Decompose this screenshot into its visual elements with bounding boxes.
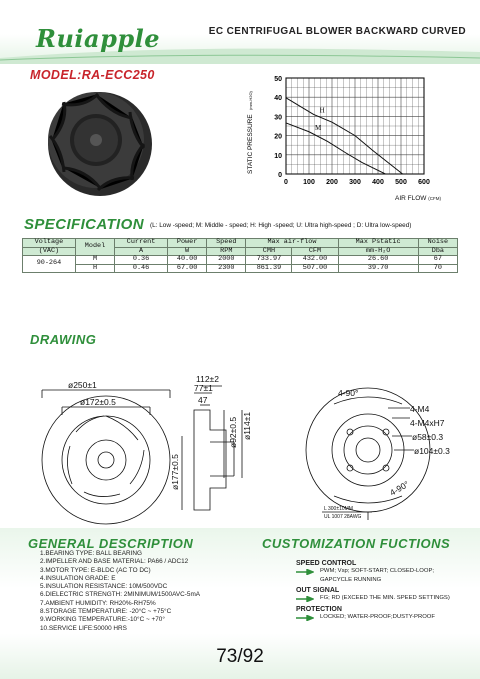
- table-cell: M: [75, 256, 114, 265]
- table-cell: 2300: [207, 264, 246, 273]
- th-voltage: Voltage: [23, 239, 76, 248]
- dim-d92: ø92±0.5: [228, 416, 238, 448]
- dim-d104: ø104±0.3: [414, 446, 450, 456]
- cable-length: L 300±10MM: [324, 506, 353, 512]
- protection-text: LOCKED; WATER-PROOF;DUSTY-PROOF: [320, 613, 435, 620]
- th-power: Power: [167, 239, 206, 248]
- speed-control-text-2: GAPCYCLE RUNNING: [320, 576, 382, 583]
- page-number: 73/92: [216, 646, 264, 667]
- y-tick-label: 40: [274, 95, 282, 103]
- th-noise: Noise: [418, 239, 457, 248]
- customization-list: [296, 557, 450, 621]
- cell-voltage: 90-264: [23, 256, 76, 273]
- th-current: Current: [115, 239, 168, 248]
- list-item: 2.IMPELLER AND BASE MATERIAL: PA66 / ADC12: [40, 558, 189, 566]
- x-axis-unit: (CFM): [428, 196, 441, 201]
- dim-d58: ø58±0.3: [412, 432, 444, 442]
- y-tick-label: 10: [274, 152, 282, 160]
- unit-cmh: CMH: [246, 247, 292, 256]
- dim-4-90-bottom: 4-90°: [388, 478, 411, 498]
- th-speed: Speed: [207, 239, 246, 248]
- table-cell: 40.00: [167, 256, 206, 265]
- table-cell: 70: [418, 264, 457, 273]
- table-cell: 67.00: [167, 264, 206, 273]
- dim-w112: 112±2: [196, 374, 219, 384]
- specification-title: SPECIFICATION: [24, 216, 144, 233]
- table-cell: 67: [418, 256, 457, 265]
- customization-title: CUSTOMIZATION FUCTIONS: [262, 536, 451, 551]
- dim-w47: 47: [198, 395, 208, 405]
- dim-d172: ø172±0.5: [80, 397, 116, 407]
- page-title: EC CENTRIFUGAL BLOWER BACKWARD CURVED: [208, 26, 466, 37]
- table-cell: 861.39: [246, 264, 292, 273]
- speed-control-heading: SPEED CONTROL: [296, 560, 357, 567]
- out-signal-text: FG; RD (EXCEED THE MIN. SPEED SETTINGS): [320, 595, 450, 601]
- unit-vac: (VAC): [23, 247, 76, 256]
- protection-heading: PROTECTION: [296, 605, 342, 613]
- series-label-M: M: [315, 123, 322, 132]
- dim-w77: 77±1: [194, 383, 213, 393]
- table-row: [23, 256, 458, 265]
- drawing-title: DRAWING: [30, 332, 97, 347]
- unit-mmh2o: mm-H₂O: [338, 247, 418, 256]
- unit-cfm: CFM: [292, 247, 338, 256]
- y-axis-label: STATIC PRESSURE: [247, 114, 254, 174]
- list-item: 9.WORKING TEMPERATURE:-10°C ~ +70°: [40, 616, 165, 624]
- y-tick-label: 50: [274, 76, 282, 83]
- x-tick-label: 600: [418, 179, 430, 186]
- x-tick-label: 0: [284, 179, 288, 186]
- table-cell: 507.00: [292, 264, 338, 273]
- table-row: [23, 264, 458, 273]
- table-cell: 733.97: [246, 256, 292, 265]
- table-cell: 432.00: [292, 256, 338, 265]
- list-item: 10.SERVICE LIFE:50000 HRS: [40, 624, 127, 632]
- table-cell: 0.46: [115, 264, 168, 273]
- x-tick-label: 300: [349, 179, 361, 186]
- list-item: 4.INSULATION GRADE: E: [40, 574, 116, 582]
- spec-table: [22, 238, 458, 273]
- technical-drawing: [16, 360, 470, 530]
- unit-dba: Dba: [418, 247, 457, 256]
- dim-m4: 4-M4: [410, 404, 430, 414]
- unit-rpm: RPM: [207, 247, 246, 256]
- y-tick-label: 30: [274, 114, 282, 122]
- th-airflow: Max air-flow: [246, 239, 338, 248]
- arrow-icon: [296, 615, 314, 621]
- general-description-list: [40, 550, 200, 633]
- x-axis-title: AIR FLOW: [395, 195, 427, 202]
- th-model: Model: [75, 239, 114, 256]
- table-cell: 0.36: [115, 256, 168, 265]
- y-tick-label: 20: [274, 133, 282, 141]
- x-tick-label: 400: [372, 179, 384, 186]
- cable-spec: UL 1007 28AWG: [324, 514, 362, 520]
- dim-d177: ø177±0.5: [170, 454, 180, 490]
- protection-item: [296, 613, 450, 622]
- unit-w: W: [167, 247, 206, 256]
- x-tick-label: 500: [395, 179, 407, 186]
- series-label-H: H: [319, 106, 325, 115]
- brand-logo: Ruiapple: [36, 24, 161, 53]
- arrow-icon: [296, 569, 314, 575]
- speed-control-text: PWM; Vsp; SOFT-START; CLOSED-LOOP;: [320, 568, 435, 574]
- dim-4-90-top: 4-90°: [338, 388, 359, 398]
- table-cell: 39.70: [338, 264, 418, 273]
- unit-a: A: [115, 247, 168, 256]
- dim-d114: ø114±1: [242, 411, 252, 440]
- list-item: 7.AMBIENT HUMIDITY: RH20%-RH75%: [40, 599, 156, 607]
- y-tick-label: 0: [278, 172, 282, 179]
- speed-legend-note: (L: Low -speed; M: Middle - speed; H: High -speed; U: Ultra high-speed ; D: Ultra low-speed): [150, 222, 412, 229]
- model-name: MODEL:RA-ECC250: [30, 68, 155, 82]
- general-description-title: GENERAL DESCRIPTION: [28, 536, 194, 551]
- dim-d250: ø250±1: [68, 380, 97, 390]
- list-item: 8.STORAGE TEMPERATURE: -20°C ~ +75°C: [40, 608, 172, 616]
- table-header-row: [23, 239, 458, 248]
- x-tick-label: 100: [303, 179, 315, 186]
- dim-m4h7: 4-M4xH7: [410, 418, 445, 428]
- list-item: 6.DIELECTRIC STRENGTH: 2MINIMUM/1500AVC-5mA: [40, 591, 201, 599]
- speed-control-item: [296, 567, 450, 584]
- out-signal-item: [296, 594, 450, 603]
- out-signal-heading: OUT SIGNAL: [296, 587, 340, 594]
- table-cell: 2000: [207, 256, 246, 265]
- performance-chart: [238, 66, 438, 206]
- th-pstatic: Max Pstatic: [338, 239, 418, 248]
- fan-product-image: [40, 84, 160, 200]
- list-item: 3.MOTOR TYPE: E-BLDC (AC TO DC): [40, 566, 151, 574]
- arrow-icon: [296, 596, 314, 602]
- list-item: 1.BEARING TYPE: BALL BEARING: [40, 550, 142, 557]
- list-item: 5.INSULATION RESISTANCE: 10M/500VDC: [40, 583, 168, 591]
- y-axis-unit: (mm-H2O): [248, 91, 253, 110]
- table-cell: 26.60: [338, 256, 418, 265]
- x-tick-label: 200: [326, 179, 338, 186]
- x-axis-label: [395, 195, 441, 202]
- table-cell: H: [75, 264, 114, 273]
